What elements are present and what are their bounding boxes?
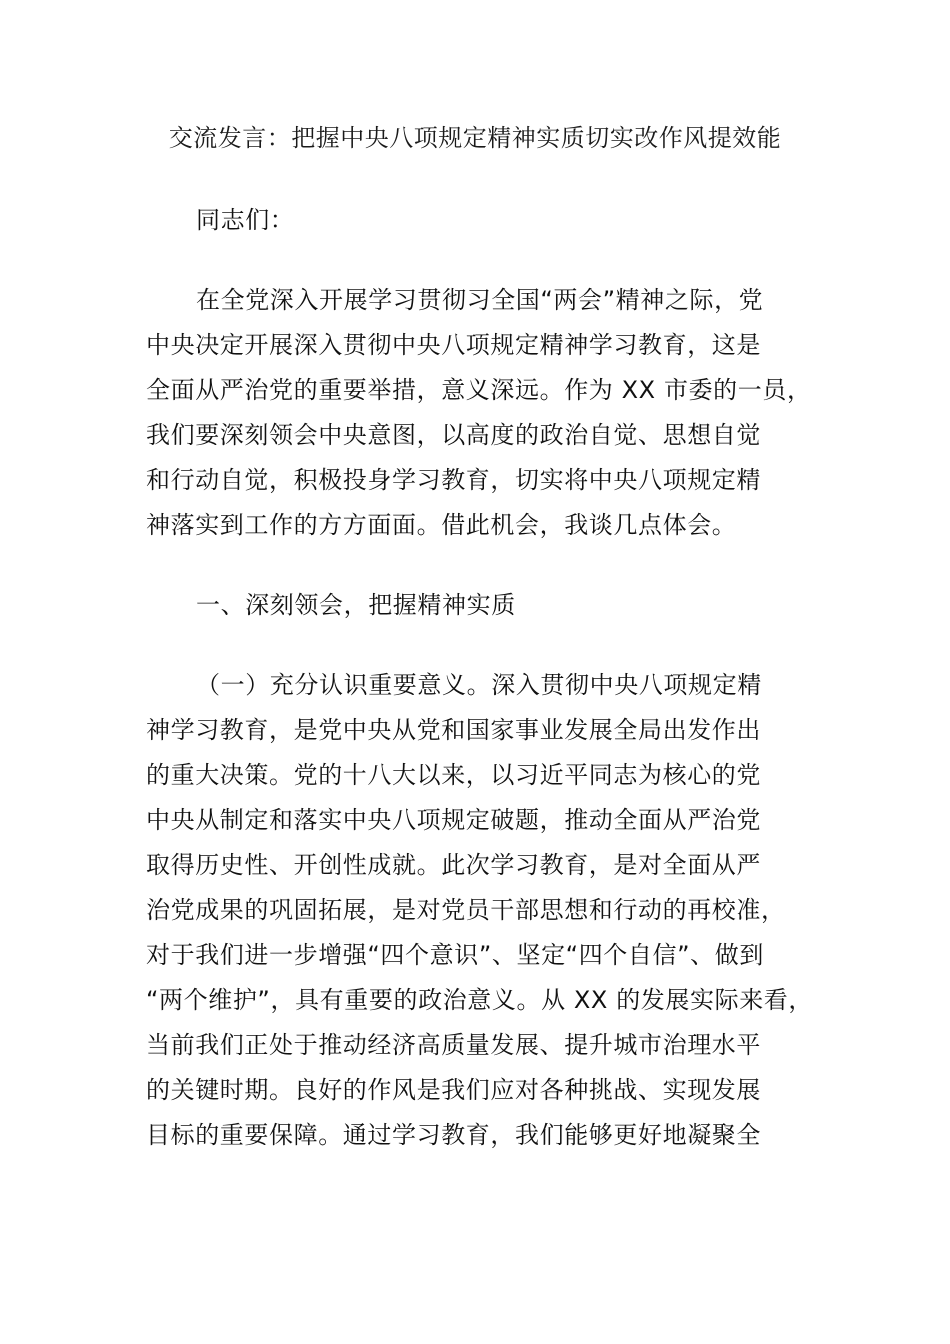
paragraph-line: 在全党深入开展学习贯彻习全国“两会”精神之际，党 — [196, 286, 764, 314]
paragraph-line: 中央从制定和落实中央八项规定破题，推动全面从严治党 — [146, 806, 761, 834]
paragraph-line: 当前我们正处于推动经济高质量发展、提升城市治理水平 — [146, 1031, 761, 1059]
paragraph-line: 目标的重要保障。通过学习教育，我们能够更好地凝聚全 — [146, 1121, 761, 1149]
paragraph-line: 和行动自觉，积极投身学习教育，切实将中央八项规定精 — [146, 466, 761, 494]
paragraph-line: 取得历史性、开创性成就。此次学习教育，是对全面从严 — [146, 851, 761, 879]
paragraph-line: （一）充分认识重要意义。深入贯彻中央八项规定精 — [196, 671, 762, 699]
paragraph-line: 治党成果的巩固拓展，是对党员干部思想和行动的再校准， — [146, 896, 786, 924]
section-heading: 一、深刻领会，把握精神实质 — [196, 591, 516, 619]
paragraph-line: 对于我们进一步增强“四个意识”、坚定“四个自信”、做到 — [146, 941, 764, 969]
paragraph-line: 中央决定开展深入贯彻中央八项规定精神学习教育，这是 — [146, 331, 761, 359]
paragraph-line: 的重大决策。党的十八大以来，以习近平同志为核心的党 — [146, 761, 761, 789]
paragraph-line: 神落实到工作的方方面面。借此机会，我谈几点体会。 — [146, 511, 737, 539]
paragraph-line: 我们要深刻领会中央意图，以高度的政治自觉、思想自觉 — [146, 421, 761, 449]
paragraph-line: “两个维护”，具有重要的政治意义。从 XX 的发展实际来看， — [146, 986, 814, 1014]
salutation: 同志们： — [196, 206, 295, 234]
document-title: 交流发言：把握中央八项规定精神实质切实改作风提效能 — [168, 124, 782, 152]
paragraph-line: 全面从严治党的重要举措，意义深远。作为 XX 市委的一员， — [146, 376, 812, 404]
paragraph-line: 的关键时期。良好的作风是我们应对各种挑战、实现发展 — [146, 1076, 761, 1104]
paragraph-line: 神学习教育，是党中央从党和国家事业发展全局出发作出 — [146, 716, 761, 744]
